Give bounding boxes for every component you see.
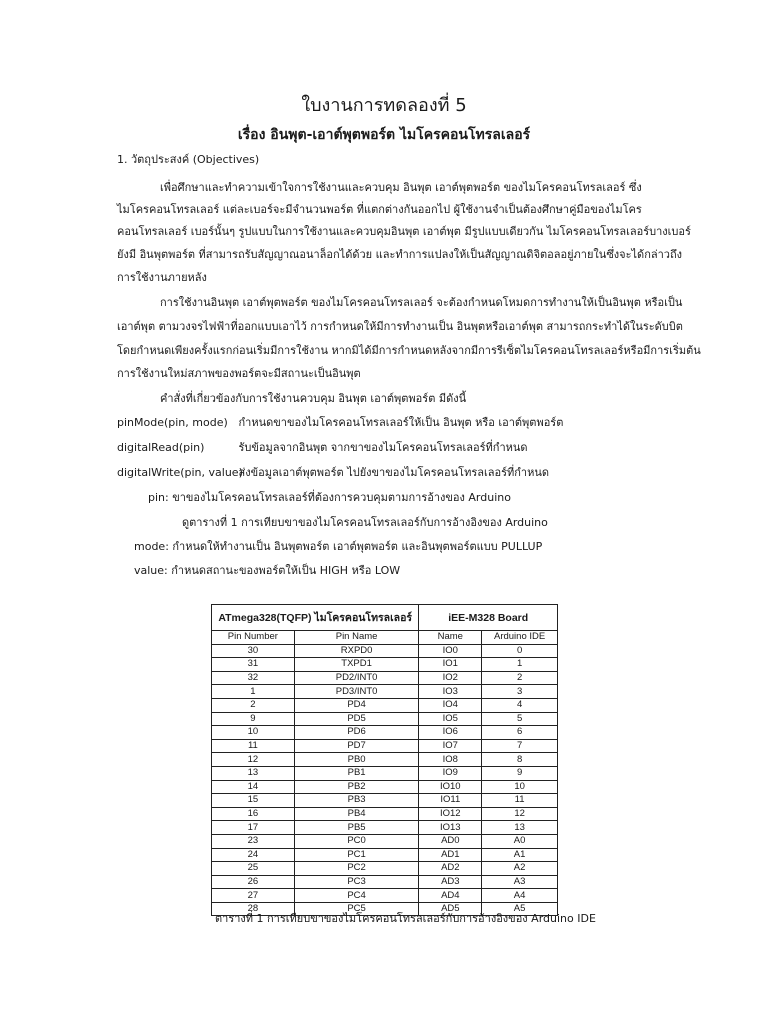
table-cell: IO3 (419, 685, 482, 699)
table-row (212, 644, 558, 658)
table-cell: PC4 (294, 889, 419, 903)
table-cell: A1 (482, 848, 558, 862)
table-row (212, 726, 558, 740)
table-cell: PB2 (294, 780, 419, 794)
table-cell: PD2/INT0 (294, 671, 419, 685)
table-row (212, 753, 558, 767)
table-cell: 1 (212, 685, 295, 699)
table-header-cell: Pin Name (294, 631, 419, 645)
page-title: ใบงานการทดลองที่ 5 (301, 95, 467, 116)
table-cell: 14 (212, 780, 295, 794)
table-cell: 6 (482, 726, 558, 740)
table-cell: PB3 (294, 794, 419, 808)
table-cell: IO7 (419, 739, 482, 753)
commands-intro: คำสั่งที่เกี่ยวข้องกับการใช้งานควบคุม อินพุต เอาต์พุตพอร์ต มีดังนี้ (160, 392, 467, 405)
table-cell: 11 (212, 739, 295, 753)
table-cell: PC5 (294, 902, 419, 916)
table-cell: IO0 (419, 644, 482, 658)
table-cell: 4 (482, 698, 558, 712)
table-cell: A3 (482, 875, 558, 889)
table-row (212, 698, 558, 712)
table-cell: RXPD0 (294, 644, 419, 658)
table-cell: 8 (482, 753, 558, 767)
para1-line: เพื่อศึกษาและทำความเข้าใจการใช้งานและควบคุม อินพุต เอาต์พุตพอร์ต ของไมโครคอนโทรลเลอร์ ซึ่ง (160, 181, 642, 194)
table-cell: 15 (212, 794, 295, 808)
table-cell: PD5 (294, 712, 419, 726)
table-cell: 10 (212, 726, 295, 740)
para2-line: การใช้งานอินพุต เอาต์พุตพอร์ต ของไมโครคอนโทรลเลอร์ จะต้องกำหนดโหมดการทำงานให้เป็นอินพุต หรือเป็น (160, 296, 683, 309)
param-pin: pin: ขาของไมโครคอนโทรลเลอร์ที่ต้องการควบคุมตามการอ้างของ Arduino (148, 491, 511, 504)
table-cell: PC1 (294, 848, 419, 862)
command-row (117, 416, 563, 430)
table-caption: ตารางที่ 1 การเทียบขาของไมโครคอนโทรลเลอร์กับการอ้างอิงของ Arduino IDE (215, 912, 596, 925)
table-cell: IO13 (419, 821, 482, 835)
table-cell: IO5 (419, 712, 482, 726)
table-cell: 3 (482, 685, 558, 699)
param-mode: mode: กำหนดให้ทำงานเป็น อินพุตพอร์ต เอาต์พุตพอร์ต และอินพุตพอร์ตแบบ PULLUP (134, 540, 543, 553)
table-cell: 12 (212, 753, 295, 767)
table-row (212, 807, 558, 821)
table-row (212, 834, 558, 848)
table-cell: 32 (212, 671, 295, 685)
table-group-header (212, 605, 558, 631)
table-cell: AD0 (419, 834, 482, 848)
command-desc: ส่งข้อมูลเอาต์พุตพอร์ต ไปยังขาของไมโครคอนโทรลเลอร์ที่กำหนด (238, 466, 549, 479)
table-row (212, 739, 558, 753)
table-cell: IO12 (419, 807, 482, 821)
table-header-cell: Pin Number (212, 631, 295, 645)
para1-line: การใช้งานภายหลัง (117, 271, 207, 284)
table-cell: PB4 (294, 807, 419, 821)
table-cell: IO11 (419, 794, 482, 808)
table-cell: AD5 (419, 902, 482, 916)
table-cell: 30 (212, 644, 295, 658)
table-cell: AD3 (419, 875, 482, 889)
command-desc: กำหนดขาของไมโครคอนโทรลเลอร์ให้เป็น อินพุต หรือ เอาต์พุตพอร์ต (238, 416, 564, 429)
param-value: value: กำหนดสถานะของพอร์ตให้เป็น HIGH หรือ LOW (134, 564, 401, 577)
table-cell: 16 (212, 807, 295, 821)
table-cell: TXPD1 (294, 658, 419, 672)
command-desc: รับข้อมูลจากอินพุต จากขาของไมโครคอนโทรลเลอร์ที่กำหนด (238, 441, 528, 454)
para1-line: คอนโทรลเลอร์ เบอร์นั้นๆ รูปแบบในการใช้งานและควบคุมอินพุต เอาต์พุต มีรูปแบบเดียวกัน ไมโครคอนโทรลเลอร์บางเบอร์ (117, 225, 691, 238)
table-cell: 2 (212, 698, 295, 712)
command-name: digitalRead(pin) (117, 441, 205, 454)
table-cell: 5 (482, 712, 558, 726)
para2-line: เอาต์พุต ตามวงจรไฟฟ้าที่ออกแบบเอาไว้ การกำหนดให้มีการทำงานเป็น อินพุตหรือเอาต์พุต สามารถกระทำได้ในระดับบิต (117, 320, 683, 333)
table-cell: PD6 (294, 726, 419, 740)
table-cell: IO6 (419, 726, 482, 740)
table-row (212, 875, 558, 889)
table-cell: PB0 (294, 753, 419, 767)
table-row (212, 712, 558, 726)
table-cell: 28 (212, 902, 295, 916)
table-cell: 25 (212, 862, 295, 876)
pin-mapping-table (211, 604, 558, 916)
table-cell: PC3 (294, 875, 419, 889)
table-cell: PD7 (294, 739, 419, 753)
table-cell: IO2 (419, 671, 482, 685)
table-cell: A0 (482, 834, 558, 848)
table-cell: 1 (482, 658, 558, 672)
table-row (212, 671, 558, 685)
table-row (212, 794, 558, 808)
table-cell: 12 (482, 807, 558, 821)
table-cell: IO10 (419, 780, 482, 794)
table-cell: AD2 (419, 862, 482, 876)
table-cell: 31 (212, 658, 295, 672)
table-cell: AD1 (419, 848, 482, 862)
para2-line: การใช้งานใหม่สภาพของพอร์ตจะมีสถานะเป็นอินพุต (117, 367, 361, 380)
table-cell: 2 (482, 671, 558, 685)
table-cell: IO9 (419, 766, 482, 780)
table-cell: 13 (482, 821, 558, 835)
table-cell: IO1 (419, 658, 482, 672)
table-cell: 9 (212, 712, 295, 726)
table-cell: PD4 (294, 698, 419, 712)
table-group-right: iEE-M328 Board (419, 605, 558, 631)
para1-line: ยังมี อินพุตพอร์ต ที่สามารถรับสัญญาณอนาล็อกได้ด้วย และทำการแปลงให้เป็นสัญญาณดิจิตอลอยู่ภายในซึ่งจะได้กล่าวถึง (117, 248, 682, 261)
table-group-left: ATmega328(TQFP) ไมโครคอนโทรลเลอร์ (212, 605, 419, 631)
table-cell: 7 (482, 739, 558, 753)
table-cell: 27 (212, 889, 295, 903)
table-cell: PB1 (294, 766, 419, 780)
table-row (212, 685, 558, 699)
section-heading: 1. วัตถุประสงค์ (Objectives) (117, 153, 260, 166)
table-cell: 23 (212, 834, 295, 848)
table-cell: 11 (482, 794, 558, 808)
table-row (212, 658, 558, 672)
param-pin-ref: ดูตารางที่ 1 การเทียบขาของไมโครคอนโทรลเลอร์กับการอ้างอิงของ Arduino (182, 516, 548, 529)
table-cell: 24 (212, 848, 295, 862)
page-subtitle: เรื่อง อินพุต-เอาต์พุตพอร์ต ไมโครคอนโทรลเลอร์ (237, 127, 531, 143)
command-row (117, 466, 549, 480)
table-cell: IO8 (419, 753, 482, 767)
table-cell: 26 (212, 875, 295, 889)
table-cell: PC2 (294, 862, 419, 876)
table-row (212, 848, 558, 862)
table-cell: PB5 (294, 821, 419, 835)
para2-line: โดยกำหนดเพียงครั้งแรกก่อนเริ่มมีการใช้งาน หากมิได้มีการกำหนดหลังจากมีการรีเซ็ตไมโครคอนโทรลเลอร์หรือมีการเริ่มต้น (117, 344, 701, 357)
table-cell: A4 (482, 889, 558, 903)
table-row (212, 821, 558, 835)
table-cell: AD4 (419, 889, 482, 903)
command-row (117, 441, 528, 455)
table-cell: 17 (212, 821, 295, 835)
command-name: digitalWrite(pin, value) (117, 466, 243, 479)
table-header-cell: Arduino IDE (482, 631, 558, 645)
table-cell: PC0 (294, 834, 419, 848)
table-cell: PD3/INT0 (294, 685, 419, 699)
table-row (212, 862, 558, 876)
table-cell: 10 (482, 780, 558, 794)
table-cell: 9 (482, 766, 558, 780)
table-row (212, 780, 558, 794)
table-header-row (212, 631, 558, 645)
para1-line: ไมโครคอนโทรลเลอร์ แต่ละเบอร์จะมีจำนวนพอร์ต ที่แตกต่างกันออกไป ผู้ใช้งานจำเป็นต้องศึกษาคู่มือของไมโคร (117, 203, 642, 216)
table-cell: A5 (482, 902, 558, 916)
table-cell: A2 (482, 862, 558, 876)
table-row (212, 766, 558, 780)
table-cell: 13 (212, 766, 295, 780)
table-header-cell: Name (419, 631, 482, 645)
table-row (212, 889, 558, 903)
command-name: pinMode(pin, mode) (117, 416, 228, 429)
table-cell: 0 (482, 644, 558, 658)
table-cell: IO4 (419, 698, 482, 712)
table-body (212, 644, 558, 916)
